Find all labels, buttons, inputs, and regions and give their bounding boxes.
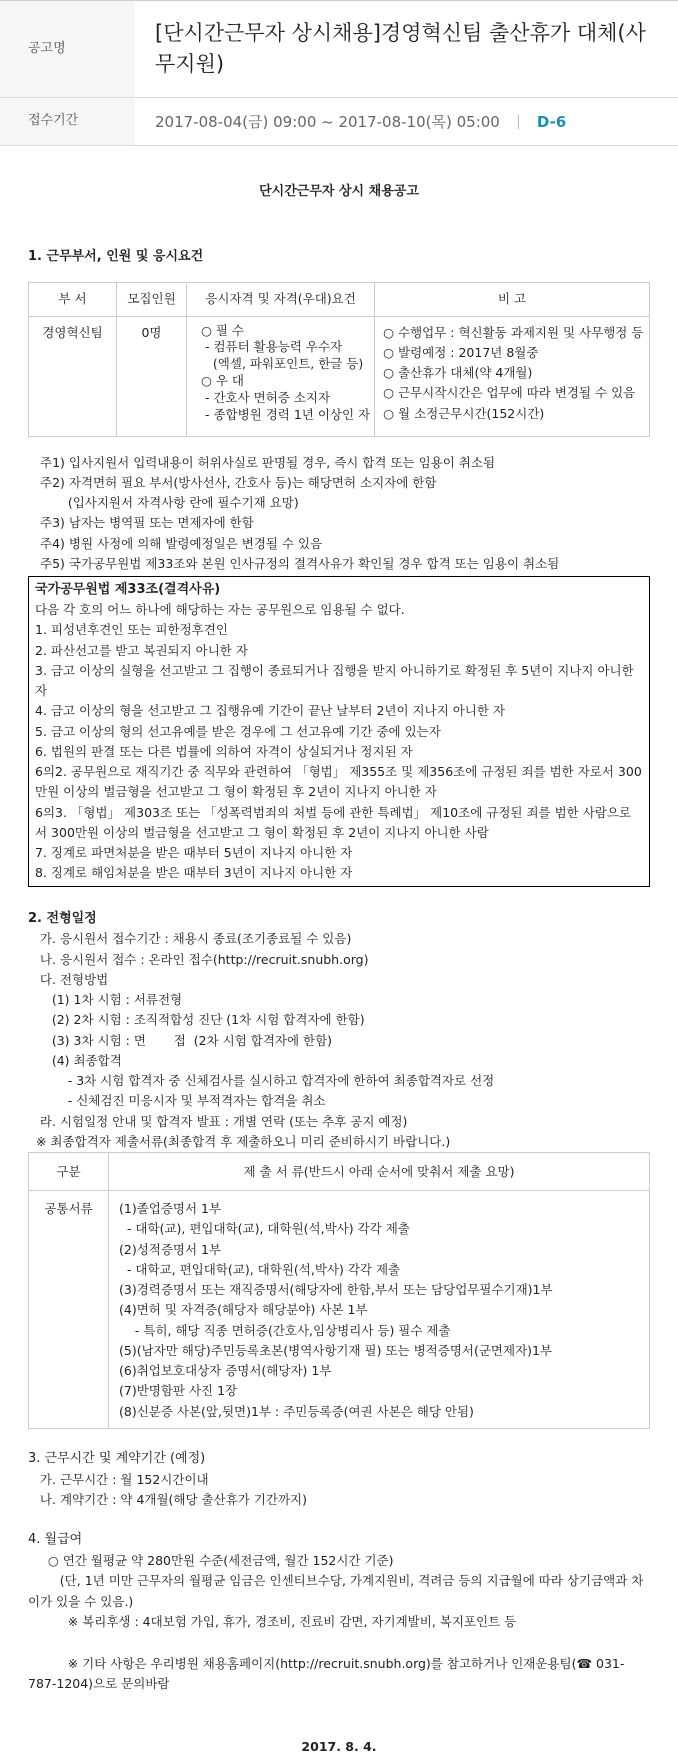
th-req: 응시자격 및 자격(우대)요건 (187, 282, 375, 316)
remark-line: ○ 월 소정근무시간(152시간) (383, 405, 545, 421)
schedule-line: (4) 최종합격 (28, 1052, 122, 1068)
schedule-line: (3) 3차 시험 : 면 접 (2차 시험 합격자에 한함) (28, 1032, 333, 1048)
law-line: 7. 징계로 파면처분을 받은 때부터 5년이 지나지 아니한 자 (35, 845, 353, 861)
salary-lines (28, 1551, 650, 1695)
law-box (28, 576, 650, 887)
doc-line: (2)성적증명서 1부 (119, 1241, 222, 1257)
documents-header-row (29, 1153, 650, 1191)
note-line: 주4) 병원 사정에 의해 발령예정일은 변경될 수 있음 (40, 535, 323, 551)
req-line: ○ 우 대 (201, 373, 245, 389)
notes (28, 453, 650, 575)
work-line: 나. 계약기간 : 약 4개월(해당 출산휴가 기간까지) (28, 1491, 308, 1507)
section-2-title: 2. 전형일정 (28, 910, 97, 926)
positions-row (29, 316, 650, 436)
positions-header-row (29, 282, 650, 316)
law-line: 2. 파산선고를 받고 복권되지 아니한 자 (35, 642, 248, 658)
remark-line: ○ 수행업무 : 혁신활동 과제지원 및 사무행정 등 (383, 324, 644, 340)
schedule-line: - 신체검진 미응시자 및 부적격자는 합격을 취소 (28, 1093, 326, 1109)
note-line: (입사지원서 자격사항 란에 필수기재 요망) (40, 495, 299, 511)
note-line: 주1) 입사지원서 입력내용이 허위사실로 판명될 경우, 즉시 합격 또는 임용이 취소됨 (40, 454, 496, 470)
documents-table (28, 1152, 650, 1429)
req-line: (엑셀, 파워포인트, 한글 등) (201, 356, 364, 372)
remark-line: ○ 출산휴가 대체(약 4개월) (383, 365, 533, 381)
schedule-lines (28, 929, 650, 1152)
period-value: 2017-08-04(금) 09:00 ~ 2017-08-10(목) 05:00 (155, 112, 500, 131)
salary-line: ○ 연간 월평균 약 280만원 수준(세전금액, 월간 152시간 기준) (28, 1553, 394, 1569)
schedule-line: 가. 응시원서 접수기간 : 채용시 종료(조기종료될 수 있음) (28, 931, 352, 947)
period-row (0, 98, 678, 146)
doc-line: (7)반명함판 사진 1장 (119, 1383, 238, 1399)
section-4-title: 4. 월급여 (28, 1532, 83, 1548)
doc-line: (4)면허 및 자격증(해당자 해당분야) 사본 1부 (119, 1302, 368, 1318)
section-1-title: 1. 근무부서, 인원 및 응시요건 (28, 248, 204, 264)
section-3-title: 3. 근무시간 및 계약기간 (예정) (28, 1450, 206, 1466)
req-line: - 간호사 면허증 소지자 (201, 390, 331, 406)
req-line: ○ 필 수 (201, 322, 245, 338)
remarks-cell (375, 316, 650, 436)
salary-line: ※ 복리후생 : 4대보험 가입, 휴가, 경조비, 진료비 감면, 자기계발비, 복지포인트 등 (28, 1613, 517, 1629)
law-line: 5. 금고 이상의 형의 선고유예를 받은 경우에 그 선고유예 기간 중에 있는자 (35, 723, 441, 739)
req-cell (187, 316, 375, 436)
notice-header (0, 0, 678, 146)
th-remarks: 비 고 (375, 282, 650, 316)
law-line: 8. 징계로 해임처분을 받은 때부터 3년이 지나지 아니한 자 (35, 865, 353, 881)
law-line: 다음 각 호의 어느 하나에 해당하는 자는 공무원으로 임용될 수 없다. (35, 602, 405, 618)
schedule-line: (2) 2차 시험 : 조직적합성 진단 (1차 시험 합격자에 한함) (28, 1012, 365, 1028)
doc-line: (5)(남자만 해당)주민등록초본(병역사항기재 필) 또는 병적증명서(군면제자)1부 (119, 1342, 553, 1358)
remark-line: ○ 발령예정 : 2017년 8월중 (383, 344, 539, 360)
schedule-line: 나. 응시원서 접수 : 온라인 접수(http://recruit.snubh.org) (28, 951, 369, 967)
schedule-line: ※ 최종합격자 제출서류(최종합격 후 제출하오니 미리 준비하시기 바랍니다.) (28, 1133, 451, 1149)
main-title: 단시간근무자 상시 채용공고 (259, 184, 419, 199)
doc-line: (6)취업보호대상자 증명서(해당자) 1부 (119, 1363, 332, 1379)
doc-line: (3)경력증명서 또는 재직증명서(해당자에 한함,부서 또는 담당업무필수기재)1부 (119, 1282, 553, 1298)
notice-title: [단시간근무자 상시채용]경영혁신팀 출산휴가 대체(사무지원) (155, 20, 646, 76)
footer-date: 2017. 8. 4. (301, 1738, 377, 1754)
th-dept: 부 서 (29, 282, 117, 316)
doc-line: - 특히, 해당 직종 면허증(간호사,임상병리사 등) 필수 제출 (119, 1322, 451, 1338)
notice-title-row (0, 1, 678, 98)
doc-line: (8)신분증 사본(앞,뒷면)1부 : 주민등록증(여권 사본은 해당 안됨) (119, 1403, 474, 1419)
dept-cell: 경영혁신팀 (29, 316, 117, 436)
period-label: 접수기간 (0, 98, 135, 145)
note-line: 주2) 자격면허 필요 부서(방사선사, 간호사 등)는 해당면허 소지자에 한함 (40, 474, 437, 490)
work-lines (28, 1470, 650, 1511)
req-line: - 컴퓨터 활용능력 우수자 (201, 339, 343, 355)
law-line: 6의3. 「형법」 제303조 또는 「성폭력범죄의 처벌 등에 관한 특례법」 제10조에 규정된 죄를 범한 사람으로서 300만원 이상의 벌금형을 선고받고 그 형이 확정된 후 2년이 지나지 아니한 사람 (35, 804, 631, 840)
work-line: 가. 근무시간 : 월 152시간이내 (28, 1471, 209, 1487)
th-count: 모집인원 (117, 282, 187, 316)
note-line: 주3) 남자는 병역필 또는 면제자에 한함 (40, 515, 254, 531)
th-docs: 제 출 서 류(반드시 아래 순서에 맞춰서 제출 요망) (109, 1153, 650, 1191)
documents-row (29, 1191, 650, 1429)
th-category: 구분 (29, 1153, 109, 1191)
note-line: 주5) 국가공무원법 제33조와 본원 인사규정의 결격사유가 확인될 경우 합격 또는 임용이 취소됨 (40, 555, 560, 571)
law-title: 국가공무원법 제33조(결격사유) (35, 582, 221, 598)
law-line: 4. 금고 이상의 형을 선고받고 그 집행유예 기간이 끝난 날부터 2년이 지나지 아니한 자 (35, 703, 506, 719)
dday-badge: D-6 (536, 112, 567, 131)
contact-line: ※ 기타 사항은 우리병원 채용홈페이지(http://recruit.snubh.org)를 참고하거나 인재운용팀(☎ 031-787-1204)으로 문의바람 (28, 1656, 625, 1692)
positions-table (28, 282, 650, 437)
schedule-line: 라. 시험일정 안내 및 합격자 발표 : 개별 연락 (또는 추후 공지 예정) (28, 1113, 408, 1129)
notice-body (0, 182, 678, 1757)
schedule-line: (1) 1차 시험 : 서류전형 (28, 992, 183, 1008)
req-line: - 종합병원 경력 1년 이상인 자 (201, 406, 371, 422)
doc-line: - 대학교, 편입대학(교), 대학원(석,박사) 각각 제출 (119, 1261, 401, 1277)
period-divider (518, 115, 519, 129)
remark-line: ○ 근무시작시간은 업무에 따라 변경될 수 있음 (383, 385, 636, 401)
law-line: 6. 법원의 판결 또는 다른 법률에 의하여 자격이 상실되거나 정지된 자 (35, 743, 413, 759)
notice-label: 공고명 (0, 1, 135, 97)
law-line: 3. 금고 이상의 실형을 선고받고 그 집행이 종료되거나 집행을 받지 아니하기로 확정된 후 5년이 지나지 아니한 자 (35, 662, 634, 699)
schedule-line: 다. 전형방법 (28, 971, 109, 987)
law-line: 6의2. 공무원으로 재직기간 중 직무와 관련하여 「형법」 제355조 및 제356조에 규정된 죄를 범한 자로서 300만원 이상의 벌금형을 선고받고 그 형이 확정된 후 2년이 지나지 아니한 자 (35, 764, 642, 800)
docs-cell (109, 1191, 650, 1429)
law-line: 1. 피성년후견인 또는 피한정후견인 (35, 622, 228, 638)
schedule-line: - 3차 시험 합격자 중 신체검사를 실시하고 합격자에 한하여 최종합격자로 선정 (28, 1073, 495, 1089)
doc-category: 공통서류 (29, 1191, 109, 1429)
doc-line: - 대학(교), 편입대학(교), 대학원(석,박사) 각각 제출 (119, 1221, 410, 1237)
salary-line: (단, 1년 미만 근무자의 월평균 임금은 인센티브수당, 가계지원비, 격려금 등의 지급월에 따라 상기금액과 차이가 있을 수 있음.) (28, 1573, 644, 1609)
doc-line: (1)졸업증명서 1부 (119, 1201, 222, 1217)
count-cell: 0명 (117, 316, 187, 436)
